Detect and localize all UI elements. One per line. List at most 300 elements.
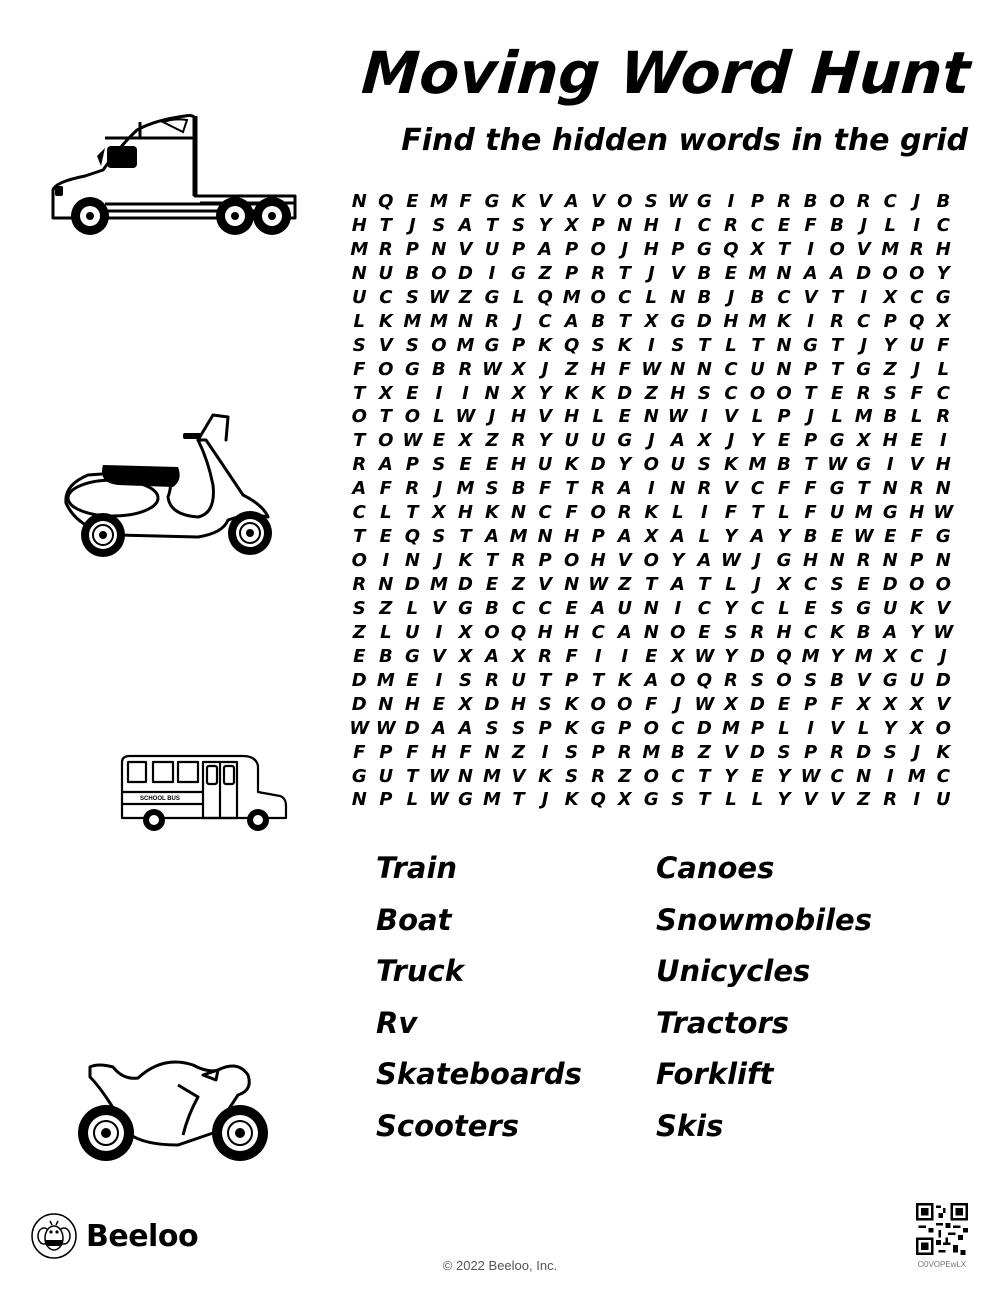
grid-letter[interactable]: R xyxy=(511,550,526,572)
grid-letter[interactable]: T xyxy=(379,214,392,236)
grid-letter[interactable]: Y xyxy=(883,334,897,356)
grid-letter[interactable]: B xyxy=(697,262,712,284)
grid-letter[interactable]: F xyxy=(910,526,923,548)
grid-letter[interactable]: N xyxy=(670,478,686,500)
grid-letter[interactable]: V xyxy=(538,574,553,595)
grid-letter[interactable]: R xyxy=(352,454,367,476)
grid-letter[interactable]: O xyxy=(617,693,633,715)
grid-letter[interactable]: Y xyxy=(936,262,950,284)
grid-letter[interactable]: S xyxy=(644,191,658,212)
grid-letter[interactable]: R xyxy=(591,765,606,787)
grid-letter[interactable]: H xyxy=(935,454,951,476)
grid-letter[interactable]: B xyxy=(856,621,871,643)
grid-letter[interactable]: I xyxy=(860,286,868,308)
grid-letter[interactable]: N xyxy=(617,214,633,236)
grid-letter[interactable]: U xyxy=(378,262,394,284)
grid-letter[interactable]: R xyxy=(697,478,712,500)
grid-letter[interactable]: G xyxy=(882,502,898,524)
grid-letter[interactable]: S xyxy=(432,454,446,476)
grid-letter[interactable]: X xyxy=(883,286,898,308)
grid-letter[interactable]: W xyxy=(641,358,662,380)
grid-letter[interactable]: F xyxy=(618,358,631,380)
grid-letter[interactable]: N xyxy=(696,358,712,380)
grid-letter[interactable]: M xyxy=(642,741,661,763)
grid-letter[interactable]: K xyxy=(458,550,473,572)
grid-letter[interactable]: B xyxy=(830,669,844,691)
grid-letter[interactable]: U xyxy=(590,430,606,452)
grid-letter[interactable]: D xyxy=(484,693,500,715)
grid-letter[interactable]: N xyxy=(511,502,527,524)
grid-letter[interactable]: T xyxy=(751,502,764,524)
grid-letter[interactable]: Z xyxy=(512,741,526,763)
grid-letter[interactable]: M xyxy=(801,645,820,667)
grid-letter[interactable]: J xyxy=(541,358,549,380)
grid-letter[interactable]: O xyxy=(643,765,659,787)
grid-letter[interactable]: M xyxy=(350,238,369,260)
grid-letter[interactable]: L xyxy=(725,334,737,356)
grid-letter[interactable]: T xyxy=(751,334,764,356)
grid-letter[interactable]: L xyxy=(406,789,419,811)
grid-letter[interactable]: S xyxy=(591,334,605,356)
grid-letter[interactable]: X xyxy=(909,693,924,715)
grid-letter[interactable]: K xyxy=(485,502,499,524)
grid-letter[interactable]: V xyxy=(670,262,685,284)
grid-letter[interactable]: G xyxy=(776,550,792,572)
grid-letter[interactable]: P xyxy=(750,717,765,739)
grid-letter[interactable]: I xyxy=(435,669,443,691)
grid-letter[interactable]: O xyxy=(590,502,606,524)
grid-letter[interactable]: Q xyxy=(776,645,792,667)
grid-letter[interactable]: Y xyxy=(777,526,791,548)
grid-letter[interactable]: L xyxy=(778,597,790,619)
grid-letter[interactable]: X xyxy=(564,214,579,236)
grid-letter[interactable]: L xyxy=(672,502,684,524)
grid-letter[interactable]: U xyxy=(405,621,420,643)
grid-letter[interactable]: V xyxy=(511,765,526,787)
grid-letter[interactable]: S xyxy=(352,597,366,619)
grid-letter[interactable]: L xyxy=(698,526,711,548)
grid-letter[interactable]: G xyxy=(696,238,712,260)
grid-letter[interactable]: C xyxy=(697,214,711,236)
grid-letter[interactable]: A xyxy=(697,550,712,572)
grid-letter[interactable]: O xyxy=(829,191,845,212)
grid-letter[interactable]: P xyxy=(405,454,419,476)
grid-letter[interactable]: T xyxy=(592,669,605,691)
grid-letter[interactable]: V xyxy=(803,286,818,308)
grid-letter[interactable]: T xyxy=(777,238,791,260)
grid-letter[interactable]: A xyxy=(617,526,632,548)
grid-letter[interactable]: H xyxy=(564,526,580,548)
grid-letter[interactable]: Q xyxy=(723,238,739,260)
grid-letter[interactable]: R xyxy=(591,262,606,284)
grid-letter[interactable]: C xyxy=(671,765,685,787)
grid-letter[interactable]: F xyxy=(353,358,366,380)
grid-letter[interactable]: N xyxy=(351,191,367,212)
grid-letter[interactable]: M xyxy=(456,478,475,500)
grid-letter[interactable]: V xyxy=(538,191,553,212)
grid-letter[interactable]: N xyxy=(484,382,500,404)
grid-letter[interactable]: Z xyxy=(458,286,472,308)
grid-letter[interactable]: K xyxy=(378,310,393,332)
grid-letter[interactable]: K xyxy=(564,382,579,404)
grid-letter[interactable]: S xyxy=(405,334,419,356)
grid-letter[interactable]: O xyxy=(351,406,367,428)
grid-letter[interactable]: L xyxy=(380,621,392,643)
grid-letter[interactable]: J xyxy=(674,693,682,715)
grid-letter[interactable]: I xyxy=(435,382,443,404)
grid-letter[interactable]: W xyxy=(375,717,396,739)
grid-letter[interactable]: G xyxy=(404,645,420,667)
grid-letter[interactable]: Q xyxy=(590,789,606,811)
grid-letter[interactable]: P xyxy=(803,741,818,763)
grid-letter[interactable]: H xyxy=(457,502,473,524)
grid-letter[interactable]: F xyxy=(830,693,844,715)
grid-letter[interactable]: S xyxy=(485,478,499,500)
grid-letter[interactable]: G xyxy=(484,286,500,308)
grid-letter[interactable]: O xyxy=(484,621,500,643)
grid-letter[interactable]: A xyxy=(644,669,659,691)
grid-letter[interactable]: T xyxy=(485,214,499,236)
grid-letter[interactable]: H xyxy=(935,238,951,260)
grid-letter[interactable]: M xyxy=(429,191,448,212)
grid-letter[interactable]: T xyxy=(353,430,366,452)
grid-letter[interactable]: X xyxy=(431,502,446,524)
grid-letter[interactable]: M xyxy=(854,502,873,524)
grid-letter[interactable]: E xyxy=(751,765,764,787)
grid-letter[interactable]: L xyxy=(884,214,896,236)
grid-letter[interactable]: J xyxy=(488,406,496,428)
grid-letter[interactable]: Z xyxy=(352,621,366,643)
grid-letter[interactable]: U xyxy=(378,765,394,787)
grid-letter[interactable]: L xyxy=(937,358,950,380)
grid-letter[interactable]: W xyxy=(667,406,688,428)
grid-letter[interactable]: C xyxy=(724,382,738,404)
grid-letter[interactable]: Y xyxy=(724,526,738,548)
grid-letter[interactable]: E xyxy=(777,214,791,236)
grid-letter[interactable]: W xyxy=(428,765,449,787)
grid-letter[interactable]: S xyxy=(512,717,526,739)
grid-letter[interactable]: B xyxy=(750,286,765,308)
grid-letter[interactable]: R xyxy=(591,478,606,500)
grid-letter[interactable]: R xyxy=(830,310,845,332)
grid-letter[interactable]: T xyxy=(379,406,392,428)
grid-letter[interactable]: S xyxy=(458,669,472,691)
grid-letter[interactable]: I xyxy=(674,597,682,619)
grid-letter[interactable]: F xyxy=(910,382,923,404)
grid-letter[interactable]: B xyxy=(432,358,446,380)
grid-letter[interactable]: K xyxy=(538,334,553,356)
grid-letter[interactable]: E xyxy=(698,621,711,643)
grid-letter[interactable]: U xyxy=(750,358,765,380)
grid-letter[interactable]: Z xyxy=(538,262,552,284)
grid-letter[interactable]: M xyxy=(429,310,448,332)
grid-letter[interactable]: I xyxy=(939,430,947,452)
grid-letter[interactable]: X xyxy=(511,382,526,404)
grid-letter[interactable]: X xyxy=(644,526,659,548)
grid-letter[interactable]: G xyxy=(829,478,845,500)
grid-letter[interactable]: T xyxy=(618,310,631,332)
grid-letter[interactable]: J xyxy=(435,550,443,572)
grid-letter[interactable]: X xyxy=(617,789,632,811)
grid-letter[interactable]: L xyxy=(857,717,870,739)
grid-letter[interactable]: F xyxy=(724,502,738,524)
grid-letter[interactable]: X xyxy=(697,430,712,452)
grid-letter[interactable]: S xyxy=(538,693,552,715)
grid-letter[interactable]: N xyxy=(670,358,686,380)
grid-letter[interactable]: I xyxy=(647,334,655,356)
grid-letter[interactable]: P xyxy=(591,741,605,763)
grid-letter[interactable]: Z xyxy=(618,574,632,595)
grid-letter[interactable]: B xyxy=(803,526,818,548)
grid-letter[interactable]: Z xyxy=(485,430,499,452)
grid-letter[interactable]: R xyxy=(777,191,791,212)
grid-letter[interactable]: W xyxy=(721,550,741,572)
grid-letter[interactable]: H xyxy=(564,406,580,428)
grid-letter[interactable]: O xyxy=(909,574,925,595)
grid-letter[interactable]: O xyxy=(670,669,686,691)
grid-letter[interactable]: F xyxy=(804,502,817,524)
grid-letter[interactable]: L xyxy=(911,406,923,428)
grid-letter[interactable]: N xyxy=(776,334,792,356)
grid-letter[interactable]: O xyxy=(563,550,580,572)
grid-letter[interactable]: V xyxy=(378,334,393,356)
grid-letter[interactable]: Y xyxy=(883,717,897,739)
grid-letter[interactable]: I xyxy=(541,741,549,763)
grid-letter[interactable]: I xyxy=(913,789,921,811)
grid-letter[interactable]: V xyxy=(936,693,951,715)
grid-letter[interactable]: Y xyxy=(538,430,552,452)
grid-letter[interactable]: S xyxy=(565,765,579,787)
grid-letter[interactable]: Z xyxy=(697,741,711,763)
grid-letter[interactable]: B xyxy=(883,406,898,428)
grid-letter[interactable]: N xyxy=(776,358,792,380)
grid-letter[interactable]: Y xyxy=(910,621,924,643)
grid-letter[interactable]: W xyxy=(402,430,423,452)
grid-letter[interactable]: O xyxy=(670,621,686,643)
grid-letter[interactable]: K xyxy=(723,454,738,476)
grid-letter[interactable]: J xyxy=(435,478,443,500)
grid-letter[interactable]: I xyxy=(807,717,814,739)
grid-letter[interactable]: P xyxy=(511,334,526,356)
word-search-grid[interactable] xyxy=(346,190,957,812)
grid-letter[interactable]: I xyxy=(886,454,894,476)
grid-letter[interactable]: C xyxy=(750,214,765,236)
grid-letter[interactable]: I xyxy=(701,406,708,428)
grid-letter[interactable]: A xyxy=(830,262,845,284)
grid-letter[interactable]: N xyxy=(829,550,845,572)
grid-letter[interactable]: T xyxy=(406,502,419,524)
grid-letter[interactable]: C xyxy=(538,597,552,619)
grid-letter[interactable]: P xyxy=(405,238,419,260)
grid-letter[interactable]: T xyxy=(618,262,631,284)
grid-letter[interactable]: F xyxy=(459,741,472,763)
grid-letter[interactable]: Y xyxy=(618,454,632,476)
grid-letter[interactable]: V xyxy=(830,789,845,811)
grid-letter[interactable]: U xyxy=(829,502,845,524)
grid-letter[interactable]: V xyxy=(909,454,924,476)
grid-letter[interactable]: S xyxy=(830,574,844,595)
grid-letter[interactable]: H xyxy=(511,406,527,428)
grid-letter[interactable]: Z xyxy=(512,574,526,595)
grid-letter[interactable]: Y xyxy=(671,550,685,572)
grid-letter[interactable]: V xyxy=(591,191,606,212)
grid-letter[interactable]: N xyxy=(351,262,367,284)
grid-letter[interactable]: I xyxy=(727,191,735,212)
grid-letter[interactable]: A xyxy=(458,214,473,236)
grid-letter[interactable]: D xyxy=(750,645,765,667)
grid-letter[interactable]: H xyxy=(564,621,580,643)
grid-letter[interactable]: A xyxy=(617,621,632,643)
grid-letter[interactable]: E xyxy=(432,430,446,452)
grid-letter[interactable]: O xyxy=(351,550,367,572)
grid-letter[interactable]: X xyxy=(511,645,526,667)
grid-letter[interactable]: B xyxy=(670,741,685,763)
grid-letter[interactable]: T xyxy=(353,382,366,404)
grid-letter[interactable]: S xyxy=(352,334,366,356)
grid-letter[interactable]: O xyxy=(643,550,659,572)
grid-letter[interactable]: L xyxy=(725,789,737,811)
grid-letter[interactable]: W xyxy=(853,526,874,548)
grid-letter[interactable]: E xyxy=(379,526,392,548)
grid-letter[interactable]: G xyxy=(458,597,473,619)
grid-letter[interactable]: X xyxy=(883,645,898,667)
grid-letter[interactable]: J xyxy=(515,310,522,332)
grid-letter[interactable]: L xyxy=(725,574,737,595)
grid-letter[interactable]: M xyxy=(721,717,740,739)
grid-letter[interactable]: C xyxy=(803,574,818,595)
grid-letter[interactable]: V xyxy=(431,597,446,619)
grid-letter[interactable]: X xyxy=(458,645,473,667)
grid-letter[interactable]: L xyxy=(353,310,366,332)
grid-letter[interactable]: C xyxy=(379,286,393,308)
grid-letter[interactable]: G xyxy=(351,765,367,787)
grid-letter[interactable]: N xyxy=(935,478,951,500)
grid-letter[interactable]: S xyxy=(432,214,446,236)
grid-letter[interactable]: M xyxy=(854,645,873,667)
grid-letter[interactable]: O xyxy=(643,717,659,739)
grid-letter[interactable]: D xyxy=(351,693,367,715)
grid-letter[interactable]: G xyxy=(935,526,951,548)
grid-letter[interactable]: T xyxy=(565,478,578,500)
grid-letter[interactable]: S xyxy=(724,621,738,643)
grid-letter[interactable]: U xyxy=(670,454,686,476)
grid-letter[interactable]: I xyxy=(462,382,469,404)
grid-letter[interactable]: C xyxy=(830,765,844,787)
grid-letter[interactable]: O xyxy=(935,717,951,739)
grid-letter[interactable]: B xyxy=(803,191,818,212)
grid-letter[interactable]: D xyxy=(696,717,712,739)
grid-letter[interactable]: H xyxy=(511,454,527,476)
grid-letter[interactable]: N xyxy=(882,550,898,572)
grid-letter[interactable]: E xyxy=(830,382,844,404)
grid-letter[interactable]: J xyxy=(647,430,655,452)
grid-letter[interactable]: N xyxy=(643,597,659,619)
grid-letter[interactable]: S xyxy=(405,286,419,308)
grid-letter[interactable]: E xyxy=(459,454,472,476)
grid-letter[interactable]: X xyxy=(511,358,526,380)
grid-letter[interactable]: P xyxy=(565,669,579,691)
grid-letter[interactable]: T xyxy=(512,789,525,811)
grid-letter[interactable]: T xyxy=(698,574,711,595)
grid-letter[interactable]: P xyxy=(591,214,605,236)
grid-letter[interactable]: C xyxy=(671,717,685,739)
grid-letter[interactable]: W xyxy=(428,789,449,811)
grid-letter[interactable]: G xyxy=(458,789,473,811)
grid-letter[interactable]: I xyxy=(621,645,629,667)
grid-letter[interactable]: T xyxy=(804,382,817,404)
grid-letter[interactable]: W xyxy=(694,645,715,667)
grid-letter[interactable]: X xyxy=(458,621,473,643)
grid-letter[interactable]: N xyxy=(856,765,872,787)
grid-letter[interactable]: Y xyxy=(538,382,552,404)
grid-letter[interactable]: L xyxy=(751,789,764,811)
grid-letter[interactable]: C xyxy=(936,765,950,787)
grid-letter[interactable]: I xyxy=(382,550,390,572)
grid-letter[interactable]: A xyxy=(352,478,367,500)
grid-letter[interactable]: X xyxy=(670,645,685,667)
grid-letter[interactable]: T xyxy=(698,334,711,356)
grid-letter[interactable]: N xyxy=(882,478,898,500)
grid-letter[interactable]: M xyxy=(881,238,900,260)
grid-letter[interactable]: R xyxy=(405,478,420,500)
grid-letter[interactable]: F xyxy=(538,478,552,500)
grid-letter[interactable]: W xyxy=(588,574,609,595)
grid-letter[interactable]: D xyxy=(457,574,473,595)
grid-letter[interactable]: E xyxy=(804,597,817,619)
grid-letter[interactable]: I xyxy=(913,214,921,236)
grid-letter[interactable]: E xyxy=(485,574,499,595)
grid-letter[interactable]: M xyxy=(854,406,873,428)
grid-letter[interactable]: F xyxy=(379,478,392,500)
grid-letter[interactable]: M xyxy=(429,574,448,595)
grid-letter[interactable]: K xyxy=(564,717,579,739)
grid-letter[interactable]: H xyxy=(511,693,527,715)
grid-letter[interactable]: G xyxy=(803,334,818,356)
grid-letter[interactable]: G xyxy=(404,358,420,380)
grid-letter[interactable]: S xyxy=(750,669,764,691)
grid-letter[interactable]: U xyxy=(617,597,633,619)
grid-letter[interactable]: J xyxy=(913,741,921,763)
grid-letter[interactable]: X xyxy=(936,310,951,332)
grid-letter[interactable]: A xyxy=(485,526,499,548)
grid-letter[interactable]: P xyxy=(538,717,552,739)
grid-letter[interactable]: M xyxy=(483,789,501,811)
grid-letter[interactable]: T xyxy=(830,358,844,380)
grid-letter[interactable]: I xyxy=(701,502,708,524)
grid-letter[interactable]: N xyxy=(484,741,500,763)
grid-letter[interactable]: C xyxy=(803,621,818,643)
grid-letter[interactable]: L xyxy=(831,406,843,428)
grid-letter[interactable]: T xyxy=(406,765,419,787)
grid-letter[interactable]: G xyxy=(617,430,633,452)
grid-letter[interactable]: X xyxy=(856,430,871,452)
grid-letter[interactable]: R xyxy=(485,310,499,332)
grid-letter[interactable]: C xyxy=(352,502,366,524)
grid-letter[interactable]: J xyxy=(860,334,868,356)
grid-letter[interactable]: P xyxy=(910,550,924,572)
grid-letter[interactable]: C xyxy=(750,597,765,619)
grid-letter[interactable]: M xyxy=(748,454,767,476)
grid-letter[interactable]: E xyxy=(857,574,870,595)
grid-letter[interactable]: D xyxy=(882,574,898,595)
grid-letter[interactable]: B xyxy=(777,454,791,476)
grid-letter[interactable]: C xyxy=(936,382,950,404)
grid-letter[interactable]: E xyxy=(406,669,419,691)
grid-letter[interactable]: K xyxy=(591,382,606,404)
grid-letter[interactable]: H xyxy=(351,214,367,236)
grid-letter[interactable]: X xyxy=(458,693,473,715)
grid-letter[interactable]: Y xyxy=(724,597,738,619)
